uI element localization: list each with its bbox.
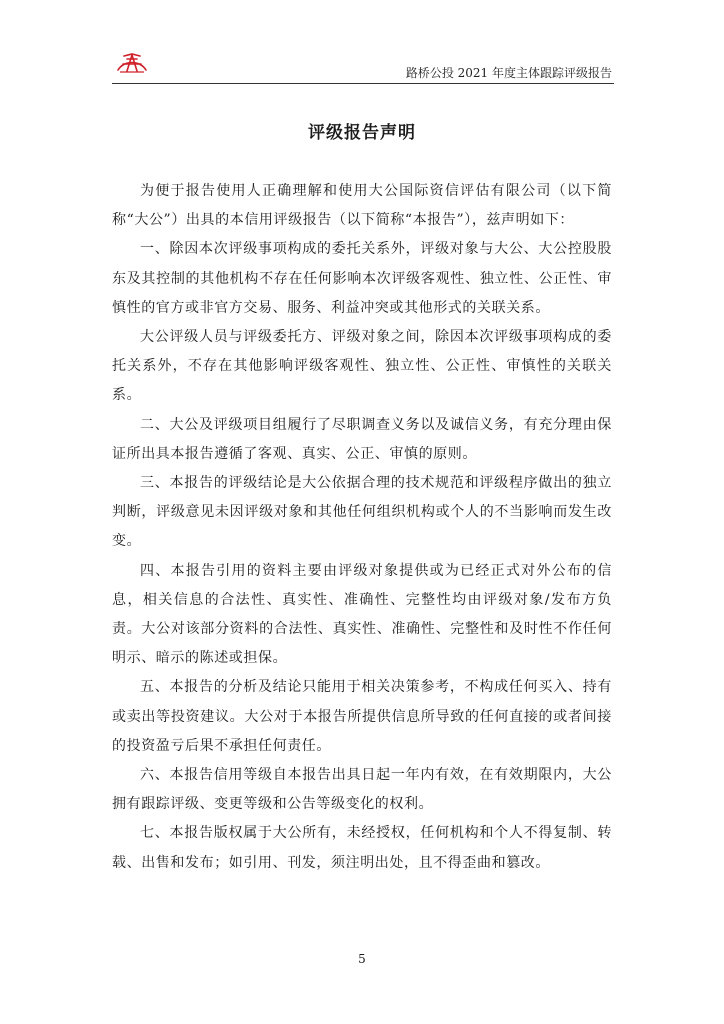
paragraph-intro: 为便于报告使用人正确理解和使用大公国际资信评估有限公司（以下简称“大公”）出具的本信用评级报告（以下简称“本报告”），兹声明如下： [112, 183, 612, 229]
paragraph-5: 五、本报告的分析及结论只能用于相关决策参考，不构成任何买入、持有或卖出等投资建议。大公对于本报告所提供信息所导致的任何直接的或者间接的投资盈亏后果不承担任何责任。 [112, 679, 612, 754]
header-divider [112, 83, 614, 84]
dagong-logo-icon [114, 52, 150, 74]
paragraph-3: 三、本报告的评级结论是大公依据合理的技术规范和评级程序做出的独立判断，评级意见未因评级对象和其他任何组织机构或个人的不当影响而发生改变。 [112, 475, 612, 550]
paragraph-4: 四、本报告引用的资料主要由评级对象提供或为已经正式对外公布的信息，相关信息的合法性、真实性、准确性、完整性均由评级对象/发布方负责。大公对该部分资料的合法性、真实性、准确性、完整性和及时性不作任何明示、暗示的陈述或担保。 [112, 562, 612, 667]
statement-body [112, 177, 612, 878]
paragraph-1: 一、除因本次评级事项构成的委托关系外，评级对象与大公、大公控股股东及其控制的其他机构不存在任何影响本次评级客观性、独立性、公正性、审慎性的官方或非官方交易、服务、利益冲突或其他形式的关联关系。 [112, 241, 612, 316]
page-number: 5 [358, 952, 366, 966]
page-title: 评级报告声明 [308, 123, 416, 143]
header-report-title: 路桥公投 2021 年度主体跟踪评级报告 [405, 66, 612, 80]
paragraph-1-continued: 大公评级人员与评级委托方、评级对象之间，除因本次评级事项构成的委托关系外，不存在其他影响评级客观性、独立性、公正性、审慎性的关联关系。 [112, 329, 612, 404]
paragraph-7: 七、本报告版权属于大公所有，未经授权，任何机构和个人不得复制、转载、出售和发布；如引用、刊发，须注明出处，且不得歪曲和篡改。 [112, 825, 612, 871]
paragraph-2: 二、大公及评级项目组履行了尽职调查义务以及诚信义务，有充分理由保证所出具本报告遵循了客观、真实、公正、审慎的原则。 [112, 416, 612, 462]
paragraph-6: 六、本报告信用等级自本报告出具日起一年内有效，在有效期限内，大公拥有跟踪评级、变更等级和公告等级变化的权利。 [112, 767, 612, 813]
